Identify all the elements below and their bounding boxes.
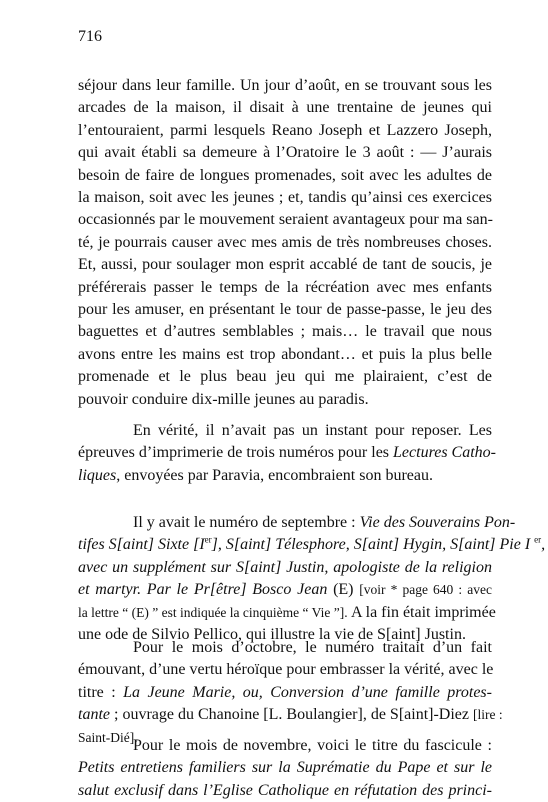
paragraph-3 [78, 512, 546, 646]
text-line: baguettes et d’autres semblables ; mais… le travail que nous [78, 323, 492, 341]
paragraph-4 [78, 637, 503, 749]
paragraph-5 [78, 735, 492, 802]
text-line: l’entouraient, parmi lesquels Reano Joseph et Lazzero Joseph, [78, 121, 492, 139]
text-line [78, 512, 516, 534]
text-line: Et, aussi, pour soulager mon esprit accablé de tant de soucis, je [78, 256, 492, 274]
text-line: Saint-Dié]. [78, 729, 138, 745]
text-segment: , envoyées par Paravia, encombraient son bureau. [116, 466, 433, 484]
italic-title: ], S[aint] Télesphore, S[aint] Hygin, S[aint] Pie I [211, 536, 535, 554]
text-line: séjour dans leur famille. Un jour d’août, en se trouvant sous les [78, 77, 492, 94]
text-line: la maison, soit avec les jeunes ; et, tandis qu’ainsi ces exercices [78, 189, 492, 207]
text-line: besoin de faire de longues promenades, soit avec les adultes de [78, 166, 492, 184]
text-line [78, 465, 492, 487]
text-line: la lettre “ (E) ” est indiquée la cinquième “ Vie ”]. A la fin était imprimée [78, 603, 496, 621]
superscript: er [204, 535, 212, 546]
italic-title: liques [78, 466, 117, 484]
text-line [78, 757, 492, 779]
text-line: pouvoir conduire dix-mille jeunes au paradis. [78, 390, 369, 408]
text-line [78, 557, 492, 579]
text-line: pour les amuser, en présentant le tour de passe-passe, le jeu des [78, 301, 492, 319]
italic-title: tifes S[aint] Sixte [I [78, 536, 205, 554]
italic-title: Lectures Catho- [393, 444, 496, 462]
text-line: tante ; ouvrage du Chanoine [L. Boulangier], de S[aint]-Diez [lire : [78, 706, 503, 724]
italic-title: avec un supplément sur S[aint] Justin, apologiste de la religion [78, 558, 492, 576]
text-line: qui avait établi sa demeure à l’Oratoire le 3 août : — J’aurais [78, 144, 492, 162]
italic-title: Petits entretiens familiers sur la Suprématie du Pape et sur le [78, 759, 492, 777]
paragraph-1 [78, 75, 492, 411]
text-line: occasionnés par le mouvement seraient avantageux pour ma san- [78, 211, 493, 229]
text-line: Pour le mois de novembre, voici le titre du fascicule : [133, 737, 492, 754]
text-line: salut exclusif dans l’Eglise Catholique en réfutation des princi- [78, 781, 492, 799]
text-line: émouvant, d’une vertu héroïque pour embrasser la vérité, avec le [78, 661, 494, 679]
italic-title: La Jeune Marie, ou, Conversion d’une famille protes- [123, 683, 492, 701]
paragraph-2 [78, 420, 496, 487]
text-line: arcades de la maison, il disait à une trentaine de jeunes qui [78, 99, 492, 117]
superscript: er [534, 535, 542, 546]
text-line: préférerais passer le temps de la récréation avec mes enfants [78, 278, 492, 296]
text-line: titre : La Jeune Marie, ou, Conversion d’une famille protes- [78, 683, 492, 701]
page-number: 716 [78, 28, 102, 45]
text-line [78, 442, 496, 464]
italic-title: Vie des Souverains Pon- [359, 514, 516, 531]
text-line: avons entre les mains est trop abondant… et puis la plus belle [78, 345, 492, 363]
text-line: té, je pourrais causer avec mes amis de très nombreuses choses. [78, 233, 492, 251]
text-line: une ode de Silvio Pellico, qui illustre la vie de S[aint] Justin. [78, 626, 466, 644]
text-segment: Il y avait le numéro de septembre : [133, 514, 360, 531]
text-line: tifes S[aint] Sixte [Ier], S[aint] Télesphore, S[aint] Hygin, S[aint] Pie I $^{er}$, [78, 535, 546, 554]
text-line: Pour le mois d’octobre, le numéro traitait d’un fait [133, 639, 492, 656]
text-line: En vérité, il n’avait pas un instant pour reposer. Les [133, 422, 492, 439]
text-line: promenade et le plus beau jeu qui me plairaient, c’est de [78, 368, 492, 386]
italic-title: salut exclusif dans l’Eglise Catholique [78, 781, 329, 799]
text-segment: épreuves d’imprimerie de trois numéros pour les [78, 444, 394, 462]
text-line: et martyr. Par le Pr[être] Bosco Jean (E) [voir * page 640 : avec [78, 581, 492, 599]
italic-title: et martyr. Par le Pr[être] Bosco Jean [78, 581, 328, 599]
